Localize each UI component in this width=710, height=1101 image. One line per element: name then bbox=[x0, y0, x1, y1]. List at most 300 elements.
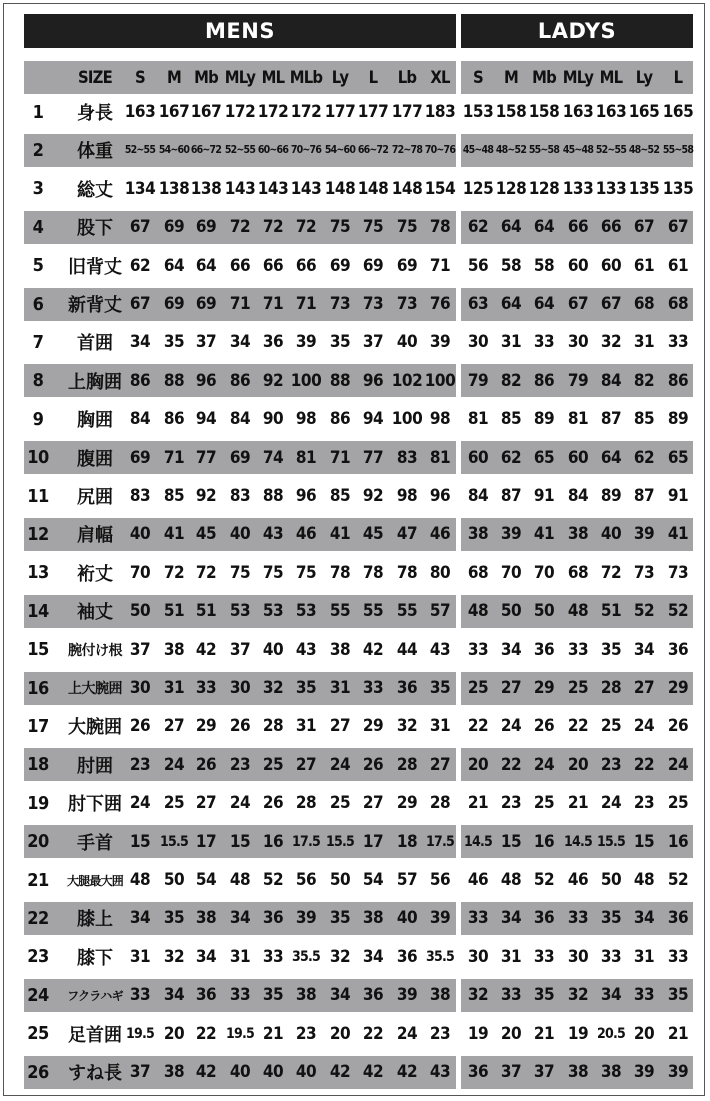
ladys-cell: 29 bbox=[667, 678, 689, 698]
mens-cell: 42 bbox=[362, 639, 384, 660]
mens-cell: 172 bbox=[257, 102, 289, 122]
ladys-cell: 30 bbox=[467, 332, 489, 353]
row-number: 18 bbox=[27, 754, 49, 776]
row-number: 5 bbox=[32, 255, 44, 277]
mens-cell: 78 bbox=[329, 562, 351, 583]
mens-cell: 143 bbox=[257, 178, 289, 199]
row-number: 8 bbox=[32, 370, 44, 392]
ladys-cell: 24 bbox=[500, 716, 522, 737]
ladys-cell: 56 bbox=[467, 255, 489, 276]
mens-cell: 69 bbox=[229, 447, 251, 468]
mens-cell: 66~72 bbox=[190, 144, 222, 157]
ladys-cell: 62 bbox=[633, 447, 655, 468]
mens-cell: 77 bbox=[195, 447, 217, 468]
mens-cell: 23 bbox=[429, 1023, 451, 1044]
mens-cell: 44 bbox=[396, 639, 418, 660]
mens-cell: 78 bbox=[396, 562, 418, 583]
measurement-name: 裄丈 bbox=[77, 563, 113, 585]
measurement-name: 上大腕囲 bbox=[68, 681, 122, 697]
ladys-size-header: S bbox=[473, 67, 483, 87]
mens-cell: 154 bbox=[424, 178, 456, 199]
measurement-name: 大腕囲 bbox=[68, 717, 122, 739]
ladys-cell: 66 bbox=[567, 217, 589, 238]
mens-cell: 24 bbox=[396, 1023, 418, 1044]
ladys-cell: 33 bbox=[533, 946, 555, 967]
mens-cell: 78 bbox=[362, 562, 384, 583]
ladys-cell: 35 bbox=[533, 985, 555, 1006]
ladys-cell: 30 bbox=[567, 332, 589, 353]
mens-cell: 102 bbox=[391, 370, 423, 391]
mens-cell: 100 bbox=[391, 409, 423, 430]
mens-cell: 54~60 bbox=[324, 144, 356, 157]
mens-cell: 98 bbox=[429, 409, 451, 430]
ladys-cell: 51 bbox=[600, 601, 622, 622]
ladys-cell: 24 bbox=[633, 716, 655, 737]
mens-cell: 28 bbox=[429, 793, 451, 814]
ladys-cell: 25 bbox=[467, 678, 489, 698]
ladys-cell: 82 bbox=[500, 370, 522, 391]
mens-cell: 19.5 bbox=[226, 1025, 254, 1042]
ladys-cell: 67 bbox=[633, 217, 655, 238]
ladys-cell: 64 bbox=[500, 294, 522, 314]
mens-cell: 26 bbox=[262, 793, 284, 814]
mens-cell: 27 bbox=[295, 754, 317, 775]
ladys-cell: 30 bbox=[467, 946, 489, 967]
mens-cell: 32 bbox=[262, 678, 284, 698]
mens-cell: 55 bbox=[362, 601, 384, 622]
mens-cell: 53 bbox=[229, 601, 251, 622]
row-number: 9 bbox=[32, 408, 44, 430]
mens-size-header: ML bbox=[261, 67, 285, 87]
mens-cell: 30 bbox=[129, 678, 151, 698]
mens-cell: 71 bbox=[262, 294, 284, 314]
mens-cell: 27 bbox=[329, 716, 351, 737]
mens-cell: 42 bbox=[362, 1062, 384, 1082]
measurement-name: 肘下囲 bbox=[68, 794, 122, 816]
row-number: 16 bbox=[27, 677, 49, 699]
ladys-cell: 25 bbox=[667, 793, 689, 814]
row-number: 3 bbox=[32, 178, 44, 200]
mens-cell: 28 bbox=[262, 716, 284, 737]
ladys-cell: 48 bbox=[467, 601, 489, 622]
ladys-cell: 23 bbox=[633, 793, 655, 814]
row-number: 7 bbox=[32, 331, 44, 353]
mens-cell: 40 bbox=[129, 524, 151, 545]
ladys-cell: 133 bbox=[562, 178, 594, 199]
ladys-cell: 34 bbox=[500, 908, 522, 929]
ladys-cell: 27 bbox=[633, 678, 655, 698]
mens-cell: 64 bbox=[163, 255, 185, 276]
row-number: 11 bbox=[27, 485, 49, 507]
mens-cell: 25 bbox=[262, 754, 284, 775]
ladys-size-header: L bbox=[673, 67, 683, 87]
mens-cell: 39 bbox=[396, 985, 418, 1006]
mens-cell: 69 bbox=[163, 217, 185, 238]
mens-cell: 98 bbox=[295, 409, 317, 430]
ladys-cell: 70 bbox=[533, 562, 555, 583]
mens-cell: 32 bbox=[329, 946, 351, 967]
mens-size-header: MLy bbox=[224, 67, 256, 87]
mens-cell: 76 bbox=[429, 294, 451, 314]
mens-cell: 38 bbox=[195, 908, 217, 929]
ladys-cell: 87 bbox=[633, 486, 655, 506]
row-number: 15 bbox=[27, 639, 49, 661]
mens-size-header: XL bbox=[430, 67, 450, 87]
ladys-cell: 45~48 bbox=[462, 144, 494, 157]
mens-cell: 40 bbox=[295, 1062, 317, 1082]
mens-cell: 18 bbox=[396, 831, 418, 852]
ladys-cell: 52~55 bbox=[595, 144, 627, 157]
ladys-cell: 46 bbox=[567, 870, 589, 890]
ladys-cell: 35 bbox=[600, 639, 622, 660]
ladys-cell: 25 bbox=[600, 716, 622, 737]
mens-cell: 26 bbox=[195, 754, 217, 775]
ladys-cell: 33 bbox=[567, 908, 589, 929]
mens-cell: 40 bbox=[229, 1062, 251, 1082]
ladys-cell: 165 bbox=[628, 102, 660, 122]
measurement-name: 腕付け根 bbox=[68, 642, 122, 659]
ladys-cell: 61 bbox=[633, 255, 655, 276]
mens-cell: 88 bbox=[163, 370, 185, 391]
mens-cell: 28 bbox=[396, 754, 418, 775]
mens-cell: 21 bbox=[262, 1023, 284, 1044]
ladys-cell: 91 bbox=[667, 486, 689, 506]
ladys-cell: 68 bbox=[667, 294, 689, 314]
ladys-cell: 36 bbox=[667, 639, 689, 660]
ladys-cell: 65 bbox=[533, 447, 555, 468]
ladys-cell: 20.5 bbox=[597, 1025, 625, 1042]
ladys-cell: 128 bbox=[528, 178, 560, 199]
mens-cell: 86 bbox=[129, 370, 151, 391]
ladys-cell: 84 bbox=[467, 486, 489, 506]
mens-cell: 90 bbox=[262, 409, 284, 430]
mens-cell: 72 bbox=[195, 562, 217, 583]
mens-cell: 27 bbox=[195, 793, 217, 814]
mens-cell: 71 bbox=[295, 294, 317, 314]
ladys-cell: 60 bbox=[567, 447, 589, 468]
mens-cell: 40 bbox=[262, 639, 284, 660]
mens-cell: 138 bbox=[190, 178, 222, 199]
ladys-cell: 35 bbox=[667, 985, 689, 1006]
row-number: 12 bbox=[27, 523, 49, 545]
mens-cell: 31 bbox=[229, 946, 251, 967]
mens-cell: 20 bbox=[163, 1023, 185, 1044]
mens-cell: 29 bbox=[396, 793, 418, 814]
mens-cell: 177 bbox=[391, 102, 423, 122]
mens-cell: 36 bbox=[195, 985, 217, 1006]
mens-cell: 73 bbox=[396, 294, 418, 314]
mens-cell: 143 bbox=[224, 178, 256, 199]
mens-cell: 38 bbox=[163, 1062, 185, 1082]
mens-cell: 53 bbox=[295, 601, 317, 622]
ladys-cell: 32 bbox=[467, 985, 489, 1006]
mens-cell: 35 bbox=[295, 678, 317, 698]
ladys-cell: 52 bbox=[667, 870, 689, 890]
mens-cell: 37 bbox=[129, 639, 151, 660]
row-number: 6 bbox=[32, 293, 44, 315]
mens-cell: 15.5 bbox=[160, 833, 188, 850]
mens-size-header: M bbox=[167, 67, 181, 87]
mens-cell: 70~76 bbox=[424, 144, 456, 157]
mens-cell: 138 bbox=[158, 178, 190, 199]
mens-cell: 41 bbox=[329, 524, 351, 545]
mens-cell: 83 bbox=[396, 447, 418, 468]
ladys-cell: 60 bbox=[600, 255, 622, 276]
mens-cell: 86 bbox=[163, 409, 185, 430]
mens-cell: 23 bbox=[295, 1023, 317, 1044]
mens-cell: 43 bbox=[295, 639, 317, 660]
mens-cell: 88 bbox=[329, 370, 351, 391]
ladys-cell: 24 bbox=[600, 793, 622, 814]
mens-size-header: MLb bbox=[289, 67, 323, 87]
mens-cell: 84 bbox=[129, 409, 151, 430]
mens-cell: 23 bbox=[129, 754, 151, 775]
mens-cell: 28 bbox=[295, 793, 317, 814]
ladys-cell: 25 bbox=[567, 678, 589, 698]
ladys-cell: 34 bbox=[600, 985, 622, 1006]
mens-cell: 22 bbox=[362, 1023, 384, 1044]
mens-cell: 57 bbox=[396, 870, 418, 890]
ladys-cell: 60 bbox=[467, 447, 489, 468]
ladys-cell: 55~58 bbox=[662, 144, 694, 157]
ladys-cell: 48~52 bbox=[495, 144, 527, 157]
mens-cell: 34 bbox=[129, 332, 151, 353]
ladys-cell: 39 bbox=[667, 1062, 689, 1082]
mens-cell: 66 bbox=[262, 255, 284, 276]
mens-cell: 86 bbox=[229, 370, 251, 391]
mens-cell: 24 bbox=[129, 793, 151, 814]
mens-cell: 183 bbox=[424, 102, 456, 122]
mens-cell: 34 bbox=[195, 946, 217, 967]
mens-cell: 70~76 bbox=[290, 144, 322, 157]
ladys-cell: 14.5 bbox=[464, 833, 492, 850]
ladys-cell: 153 bbox=[462, 102, 494, 122]
mens-cell: 66 bbox=[229, 255, 251, 276]
mens-cell: 94 bbox=[195, 409, 217, 430]
ladys-cell: 55~58 bbox=[528, 144, 560, 157]
ladys-cell: 19 bbox=[467, 1023, 489, 1044]
mens-cell: 37 bbox=[129, 1062, 151, 1082]
mens-cell: 100 bbox=[424, 370, 456, 391]
ladys-cell: 79 bbox=[467, 370, 489, 391]
mens-cell: 74 bbox=[262, 447, 284, 468]
ladys-cell: 158 bbox=[528, 102, 560, 122]
ladys-cell: 58 bbox=[500, 255, 522, 276]
ladys-cell: 33 bbox=[633, 985, 655, 1006]
mens-cell: 38 bbox=[329, 639, 351, 660]
ladys-cell: 87 bbox=[500, 486, 522, 506]
row-number: 23 bbox=[27, 946, 49, 968]
mens-cell: 92 bbox=[195, 486, 217, 506]
mens-cell: 40 bbox=[396, 332, 418, 353]
ladys-cell: 68 bbox=[467, 562, 489, 583]
mens-cell: 29 bbox=[195, 716, 217, 737]
ladys-cell: 23 bbox=[600, 754, 622, 775]
mens-cell: 52~55 bbox=[124, 144, 156, 157]
row-number: 24 bbox=[27, 984, 49, 1006]
ladys-cell: 21 bbox=[533, 1023, 555, 1044]
mens-cell: 38 bbox=[362, 908, 384, 929]
mens-cell: 72 bbox=[229, 217, 251, 238]
ladys-cell: 89 bbox=[600, 486, 622, 506]
ladys-cell: 50 bbox=[533, 601, 555, 622]
mens-cell: 148 bbox=[357, 178, 389, 199]
measurement-name: 尻囲 bbox=[77, 487, 113, 508]
mens-cell: 73 bbox=[362, 294, 384, 314]
ladys-cell: 36 bbox=[533, 908, 555, 929]
ladys-cell: 22 bbox=[633, 754, 655, 775]
mens-cell: 34 bbox=[163, 985, 185, 1006]
mens-cell: 88 bbox=[262, 486, 284, 506]
ladys-cell: 73 bbox=[667, 562, 689, 583]
ladys-cell: 33 bbox=[467, 908, 489, 929]
mens-size-header: Ly bbox=[331, 67, 349, 87]
mens-cell: 34 bbox=[329, 985, 351, 1006]
mens-cell: 69 bbox=[163, 294, 185, 314]
mens-cell: 39 bbox=[429, 908, 451, 929]
mens-cell: 71 bbox=[229, 294, 251, 314]
mens-cell: 64 bbox=[195, 255, 217, 276]
ladys-cell: 81 bbox=[567, 409, 589, 430]
ladys-cell: 29 bbox=[533, 678, 555, 698]
ladys-cell: 38 bbox=[567, 524, 589, 545]
mens-cell: 83 bbox=[129, 486, 151, 506]
mens-cell: 20 bbox=[329, 1023, 351, 1044]
mens-cell: 33 bbox=[129, 985, 151, 1006]
ladys-cell: 41 bbox=[533, 524, 555, 545]
ladys-cell: 85 bbox=[633, 409, 655, 430]
mens-cell: 15.5 bbox=[326, 833, 354, 850]
mens-cell: 35 bbox=[429, 678, 451, 698]
mens-size-header: L bbox=[368, 67, 378, 87]
mens-cell: 94 bbox=[362, 409, 384, 430]
ladys-cell: 24 bbox=[667, 754, 689, 775]
ladys-cell: 31 bbox=[500, 946, 522, 967]
mens-cell: 42 bbox=[195, 639, 217, 660]
ladys-cell: 89 bbox=[533, 409, 555, 430]
mens-cell: 71 bbox=[329, 447, 351, 468]
ladys-cell: 81 bbox=[467, 409, 489, 430]
ladys-cell: 72 bbox=[600, 562, 622, 583]
mens-cell: 46 bbox=[295, 524, 317, 545]
mens-cell: 69 bbox=[329, 255, 351, 276]
ladys-cell: 163 bbox=[562, 102, 594, 122]
mens-cell: 36 bbox=[396, 678, 418, 698]
mens-cell: 134 bbox=[124, 178, 156, 199]
mens-cell: 33 bbox=[195, 678, 217, 698]
mens-cell: 67 bbox=[129, 294, 151, 314]
mens-cell: 38 bbox=[295, 985, 317, 1006]
mens-cell: 25 bbox=[163, 793, 185, 814]
ladys-cell: 31 bbox=[633, 332, 655, 353]
mens-cell: 36 bbox=[396, 946, 418, 967]
mens-size-header: S bbox=[135, 67, 145, 87]
ladys-cell: 36 bbox=[533, 639, 555, 660]
mens-cell: 81 bbox=[429, 447, 451, 468]
mens-cell: 69 bbox=[129, 447, 151, 468]
ladys-cell: 82 bbox=[633, 370, 655, 391]
mens-cell: 69 bbox=[396, 255, 418, 276]
ladys-cell: 33 bbox=[500, 985, 522, 1006]
mens-cell: 27 bbox=[362, 793, 384, 814]
mens-cell: 66~72 bbox=[357, 144, 389, 157]
mens-cell: 37 bbox=[362, 332, 384, 353]
ladys-cell: 87 bbox=[600, 409, 622, 430]
ladys-cell: 33 bbox=[467, 639, 489, 660]
mens-cell: 34 bbox=[229, 908, 251, 929]
mens-cell: 38 bbox=[429, 985, 451, 1006]
mens-cell: 38 bbox=[163, 639, 185, 660]
ladys-cell: 31 bbox=[500, 332, 522, 353]
ladys-cell: 32 bbox=[567, 985, 589, 1006]
ladys-cell: 38 bbox=[567, 1062, 589, 1082]
mens-cell: 31 bbox=[295, 716, 317, 737]
ladys-cell: 70 bbox=[500, 562, 522, 583]
measurement-name: 肩幅 bbox=[77, 525, 113, 547]
mens-cell: 26 bbox=[229, 716, 251, 737]
mens-cell: 17.5 bbox=[292, 833, 320, 850]
ladys-cell: 62 bbox=[500, 447, 522, 468]
mens-header: MENS bbox=[24, 14, 456, 48]
ladys-cell: 34 bbox=[500, 639, 522, 660]
ladys-cell: 65 bbox=[667, 447, 689, 468]
mens-cell: 73 bbox=[329, 294, 351, 314]
ladys-cell: 16 bbox=[533, 831, 555, 852]
mens-cell: 167 bbox=[158, 102, 190, 122]
ladys-cell: 79 bbox=[567, 370, 589, 391]
ladys-cell: 22 bbox=[500, 754, 522, 775]
mens-cell: 17 bbox=[195, 831, 217, 852]
mens-cell: 167 bbox=[190, 102, 222, 122]
mens-cell: 36 bbox=[262, 332, 284, 353]
ladys-cell: 68 bbox=[633, 294, 655, 314]
mens-cell: 92 bbox=[262, 370, 284, 391]
ladys-cell: 64 bbox=[533, 294, 555, 314]
row-number: 25 bbox=[27, 1023, 49, 1045]
mens-cell: 24 bbox=[163, 754, 185, 775]
ladys-cell: 27 bbox=[500, 678, 522, 698]
ladys-cell: 50 bbox=[500, 601, 522, 622]
ladys-cell: 39 bbox=[633, 524, 655, 545]
measurement-name: 上胸囲 bbox=[68, 371, 122, 393]
ladys-cell: 24 bbox=[533, 754, 555, 775]
mens-cell: 52~55 bbox=[224, 144, 256, 157]
mens-cell: 16 bbox=[262, 831, 284, 852]
mens-cell: 50 bbox=[163, 870, 185, 890]
ladys-cell: 33 bbox=[667, 946, 689, 967]
mens-cell: 60~66 bbox=[257, 144, 289, 157]
ladys-cell: 37 bbox=[533, 1062, 555, 1082]
mens-cell: 15 bbox=[229, 831, 251, 852]
ladys-cell: 86 bbox=[533, 370, 555, 391]
mens-cell: 26 bbox=[129, 716, 151, 737]
mens-cell: 51 bbox=[163, 601, 185, 622]
mens-cell: 40 bbox=[229, 524, 251, 545]
mens-cell: 96 bbox=[295, 486, 317, 506]
mens-cell: 54 bbox=[195, 870, 217, 890]
ladys-cell: 85 bbox=[500, 409, 522, 430]
mens-cell: 86 bbox=[329, 409, 351, 430]
mens-cell: 40 bbox=[262, 1062, 284, 1082]
ladys-cell: 165 bbox=[662, 102, 694, 122]
ladys-cell: 22 bbox=[467, 716, 489, 737]
mens-cell: 33 bbox=[229, 985, 251, 1006]
ladys-size-header: Mb bbox=[532, 67, 556, 87]
mens-cell: 72 bbox=[163, 562, 185, 583]
row-number: 21 bbox=[27, 869, 49, 891]
ladys-cell: 64 bbox=[500, 217, 522, 238]
ladys-cell: 91 bbox=[533, 486, 555, 506]
